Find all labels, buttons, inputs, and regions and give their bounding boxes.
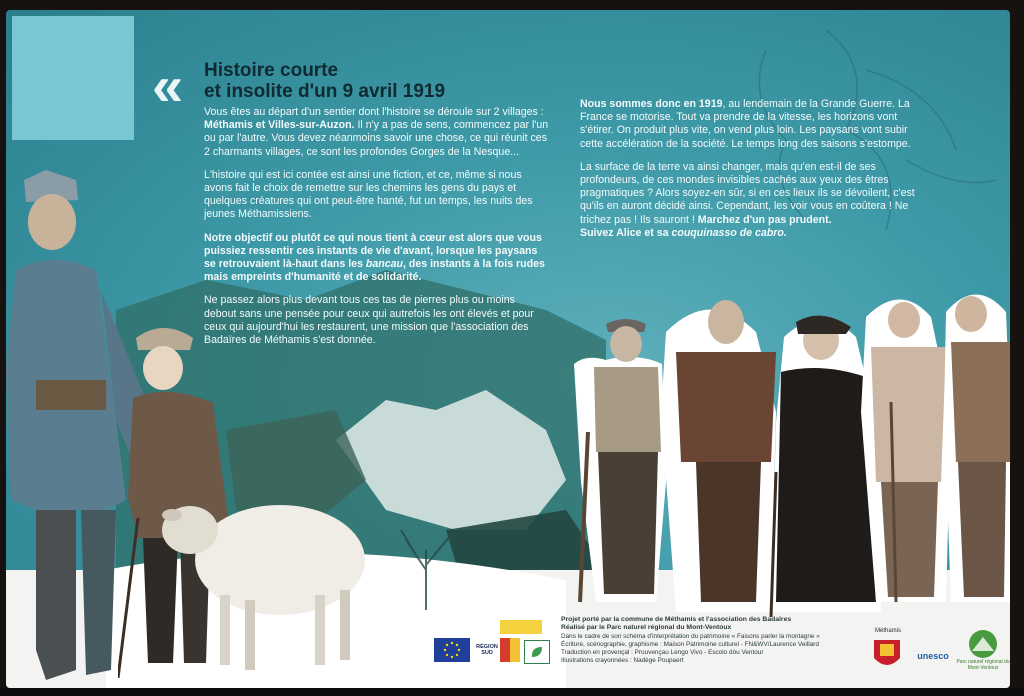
- title-line-2: et insolite d'un 9 avril 1919: [204, 81, 446, 102]
- credits-line-3: Dans le cadre de son schéma d'interprétation du patrimoine « Faisons parler la montagne »: [561, 632, 820, 640]
- villagers-group: [566, 282, 1010, 622]
- corner-accent: [12, 16, 134, 140]
- region-sud-logo: RÉGION SUD: [476, 644, 498, 656]
- credits-block: [561, 616, 861, 666]
- panel-title: [204, 60, 564, 102]
- story-column: [580, 98, 932, 250]
- intro-paragraph-3: Notre objectif ou plutôt ce qui nous tient à cœur est alors que vous puissiez ressentir ces instants de vie d'avant, lorsque les paysans se retrouvaient là-haut dans les bancau, des instants à la fois rudes mais empreints d'humanité et de solidarité.: [204, 231, 545, 284]
- story-paragraph-2: La surface de la terre va ainsi changer, mais qu'en est-il de ses profondeurs, de ces mondes invisibles cachés aux yeux des êtres pragmatiques ? Alors soyez-en sûr, si en ces lieux ils se dévoilent, c'est qu'ils en auront décidé ainsi. Cependant, les voir vous en coûtera ! Ne trichez pas ! Ils sauront ! Marchez d'un pas prudent. Suivez Alice et sa couquinasso de cabro.: [580, 160, 915, 239]
- intro-paragraph-4: Ne passez alors plus devant tous ces tas de pierres plus ou moins debout sans une pensée pour ceux qui autrefois les ont élevés et pour ceux qui aujourd'hui les restaurent, une mission que l'association des Badaïres de Méthamis s'est donnée.: [204, 294, 534, 347]
- title-line-1: Histoire courte: [204, 60, 339, 81]
- methamis-label: Méthamis: [874, 628, 901, 634]
- story-paragraph-1: Nous sommes donc en 1919, au lendemain de la Grande Guerre. La France se motorise. Tout va prendre de la vitesse, les horizons vont s'étirer. On produit plus vite, on vend plus loin. Les paysans vont subir cette accélération de la société. Le temps long des saisons s'estompe.: [580, 98, 911, 150]
- intro-paragraph-1: Vous êtes au départ d'un sentier dont l'histoire se déroule sur 2 villages : Méthamis et Villes-sur-Auzon. Il n'y a pas de sens, commencez par l'un ou par l'autre. Vous devez néanmoins savoir une chose, ce qui réunit ces 2 charmants villages, ce sont les profondes Gorges de la Nesque...: [204, 106, 549, 158]
- leaf-logo: [524, 640, 550, 664]
- back-chevron-icon: «: [152, 54, 174, 117]
- eu-flag-logo: [434, 638, 470, 662]
- parc-label: Parc naturel régional du Mont-Ventoux: [956, 659, 1010, 671]
- unesco-logo: [912, 642, 954, 670]
- intro-column: [204, 106, 550, 357]
- vaucluse-logo: [500, 620, 542, 634]
- credits-line-2: Réalisé par le Parc naturel régional du Mont-Ventoux: [561, 624, 732, 632]
- credits-line-1: Projet porté par la commune de Méthamis et l'association des Badaïres: [561, 616, 792, 623]
- sheep-figure: [150, 480, 370, 680]
- methamis-crest-logo: [872, 638, 902, 672]
- credits-line-5: Traduction en provençal : Prouvençau Lengo Vivo - Escolo dóu Ventour: [561, 649, 764, 657]
- intro-paragraph-2: L'histoire qui est ici contée est ainsi une fiction, et ce, même si nous avons fait le choix de remettre sur les chemins les gens du pays et quelques créatures qui ont peut-être hanté, fut un temps, les nuits des jeunes Méthamissiens.: [204, 168, 533, 221]
- parc-ventoux-logo: [956, 614, 1010, 686]
- info-board: [6, 10, 1010, 688]
- credits-line-6: Illustrations crayonnées : Nadège Poupaert: [561, 657, 684, 665]
- credits-line-4: Écriture, scénographie, graphisme : Maison Patrimoine culturel - FN&WV/Laurence Veillard: [561, 640, 819, 648]
- bottom-edge: [0, 688, 1024, 696]
- provence-flag-logo: [500, 638, 520, 662]
- unesco-label: unesco: [917, 651, 949, 661]
